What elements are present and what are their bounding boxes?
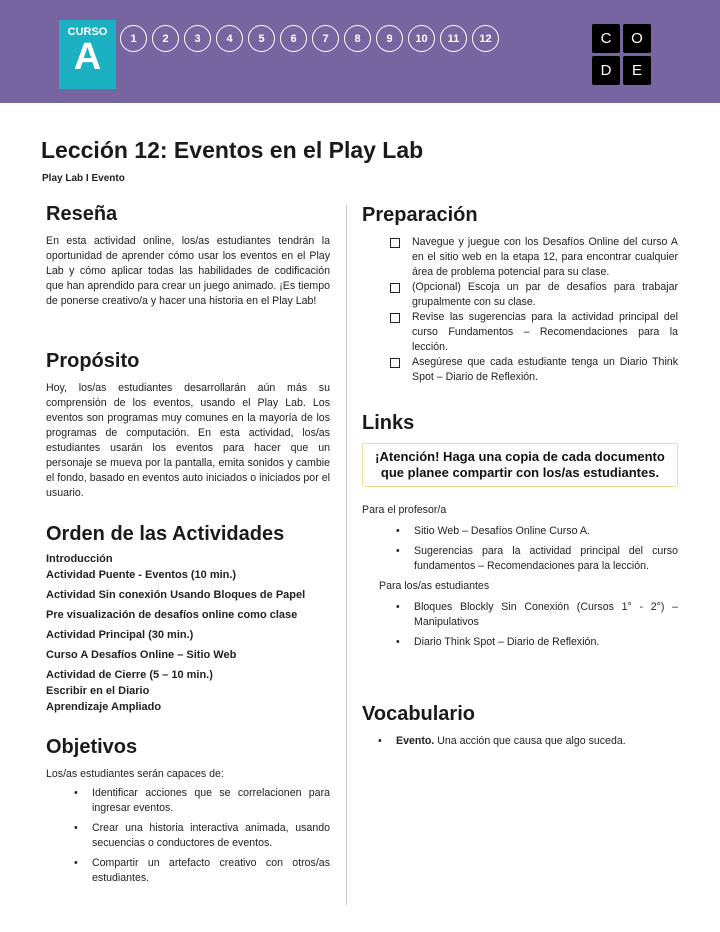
orden-section <box>46 523 336 715</box>
activity-item: Actividad Sin conexión Usando Bloques de Papel <box>46 589 306 601</box>
objetivos-section <box>46 736 330 891</box>
student-label: Para los/as estudiantes <box>379 580 490 592</box>
activity-item: Actividad de Cierre (5 – 10 min.) <box>46 669 213 681</box>
lesson-9-link[interactable]: 9 <box>376 25 403 52</box>
page-title: Lección 12: Eventos en el Play Lab <box>41 137 424 163</box>
teacher-label: Para el profesor/a <box>362 504 447 516</box>
prep-checklist-item: Navegue y juegue con los Desafíos Online del curso A en el sitio web en la etapa 12, para encontrar cualquier área de problema potencial para su clase. <box>390 235 678 280</box>
lesson-5-link[interactable]: 5 <box>248 25 275 52</box>
logo-letter: E <box>623 56 651 85</box>
preparacion-section <box>362 204 678 385</box>
lesson-10-link[interactable]: 10 <box>408 25 435 52</box>
code-logo <box>592 24 651 85</box>
column-divider <box>346 205 347 905</box>
proposito-section <box>46 350 330 501</box>
lesson-12-link[interactable]: 12 <box>472 25 499 52</box>
student-link[interactable]: • Bloques Blockly Sin Conexión (Cursos 1° - 2°) – Manipulativos <box>362 600 678 630</box>
lesson-4-link[interactable]: 4 <box>216 25 243 52</box>
resena-text: En esta actividad online, los/as estudiantes tendrán la oportunidad de aprender cómo usar los eventos en el Play Lab y cómo aplicar todas las habilidades de codificación que han aprendido para crear un juego animado. ¡Es tiempo de ponerse creativo/a y hacer una historia en el Play Lab! <box>46 235 330 307</box>
activity-item: Actividad Principal (30 min.) <box>46 629 194 641</box>
logo-letter: O <box>623 24 651 53</box>
lesson-7-link[interactable]: 7 <box>312 25 339 52</box>
proposito-heading: Propósito <box>46 350 140 372</box>
course-badge <box>59 20 116 89</box>
vocab-term: Evento. <box>396 735 435 747</box>
orden-heading: Orden de las Actividades <box>46 523 285 545</box>
lesson-numbers <box>120 25 499 52</box>
preparacion-heading: Preparación <box>362 204 478 226</box>
objective-item: • Compartir un artefacto creativo con otros/as estudiantes. <box>40 856 330 886</box>
student-link[interactable]: • Diario Think Spot – Diario de Reflexión. <box>362 635 678 650</box>
activity-item: Escribir en el Diario <box>46 685 150 697</box>
prep-checklist-item: Asegúrese que cada estudiante tenga un Diario Think Spot – Diario de Reflexión. <box>390 355 678 385</box>
activity-item: Introducción <box>46 553 113 565</box>
logo-letter: D <box>592 56 620 85</box>
prep-checklist-item: Revise las sugerencias para la actividad principal del curso Fundamentos – Recomendaciones para la lección. <box>390 310 678 355</box>
lesson-3-link[interactable]: 3 <box>184 25 211 52</box>
vocabulario-section <box>362 703 678 754</box>
lesson-1-link[interactable]: 1 <box>120 25 147 52</box>
lesson-2-link[interactable]: 2 <box>152 25 179 52</box>
objective-item: • Identificar acciones que se correlacionen para ingresar eventos. <box>40 786 330 816</box>
objective-item: • Crear una historia interactiva animada, usando secuencias o conductores de eventos. <box>40 821 330 851</box>
activity-item: Aprendizaje Ampliado <box>46 701 162 713</box>
left-column <box>46 203 330 309</box>
vocab-item <box>344 734 678 749</box>
vocabulario-heading: Vocabulario <box>362 703 475 725</box>
prep-checklist-item: (Opcional) Escoja un par de desafíos para trabajar grupalmente con su clase. <box>390 280 678 310</box>
curso-label: CURSO <box>67 26 108 38</box>
subtitle: Play Lab I Evento <box>42 173 125 184</box>
lesson-6-link[interactable]: 6 <box>280 25 307 52</box>
header-banner <box>0 0 720 103</box>
objetivos-heading: Objetivos <box>46 736 138 758</box>
attention-note: ¡Atención! Haga una copia de cada documento que planee compartir con los/as estudiantes. <box>362 443 678 487</box>
lesson-11-link[interactable]: 11 <box>440 25 467 52</box>
curso-letter: A <box>73 36 102 78</box>
teacher-link[interactable]: • Sitio Web – Desafíos Online Curso A. <box>362 524 678 539</box>
lesson-8-link[interactable]: 8 <box>344 25 371 52</box>
activity-item: Pre visualización de desafíos online como clase <box>46 609 298 621</box>
logo-letter: C <box>592 24 620 53</box>
proposito-text: Hoy, los/as estudiantes desarrollarán aún más su comprensión de los eventos, usando el Play Lab. Los eventos son programas muy comunes en la mayoría de los programas de computación. En esta actividad, los/as estudiantes usarán los eventos para hacer que un personaje se mueva por la pantalla, emita sonidos y cambie el fondo, basado en eventos auto iniciados o iniciados por el usuario. <box>46 382 330 499</box>
links-heading: Links <box>362 412 415 434</box>
vocab-definition: Una acción que causa que algo suceda. <box>434 735 626 747</box>
objetivos-intro: Los/as estudiantes serán capaces de: <box>46 768 224 780</box>
activity-item: Actividad Puente - Eventos (10 min.) <box>46 569 237 581</box>
teacher-link[interactable]: • Sugerencias para la actividad principal del curso fundamentos – Recomendaciones para la lección. <box>362 544 678 574</box>
resena-heading: Reseña <box>46 203 118 225</box>
activity-item: Curso A Desafíos Online – Sitio Web <box>46 649 237 661</box>
links-section <box>362 412 678 655</box>
